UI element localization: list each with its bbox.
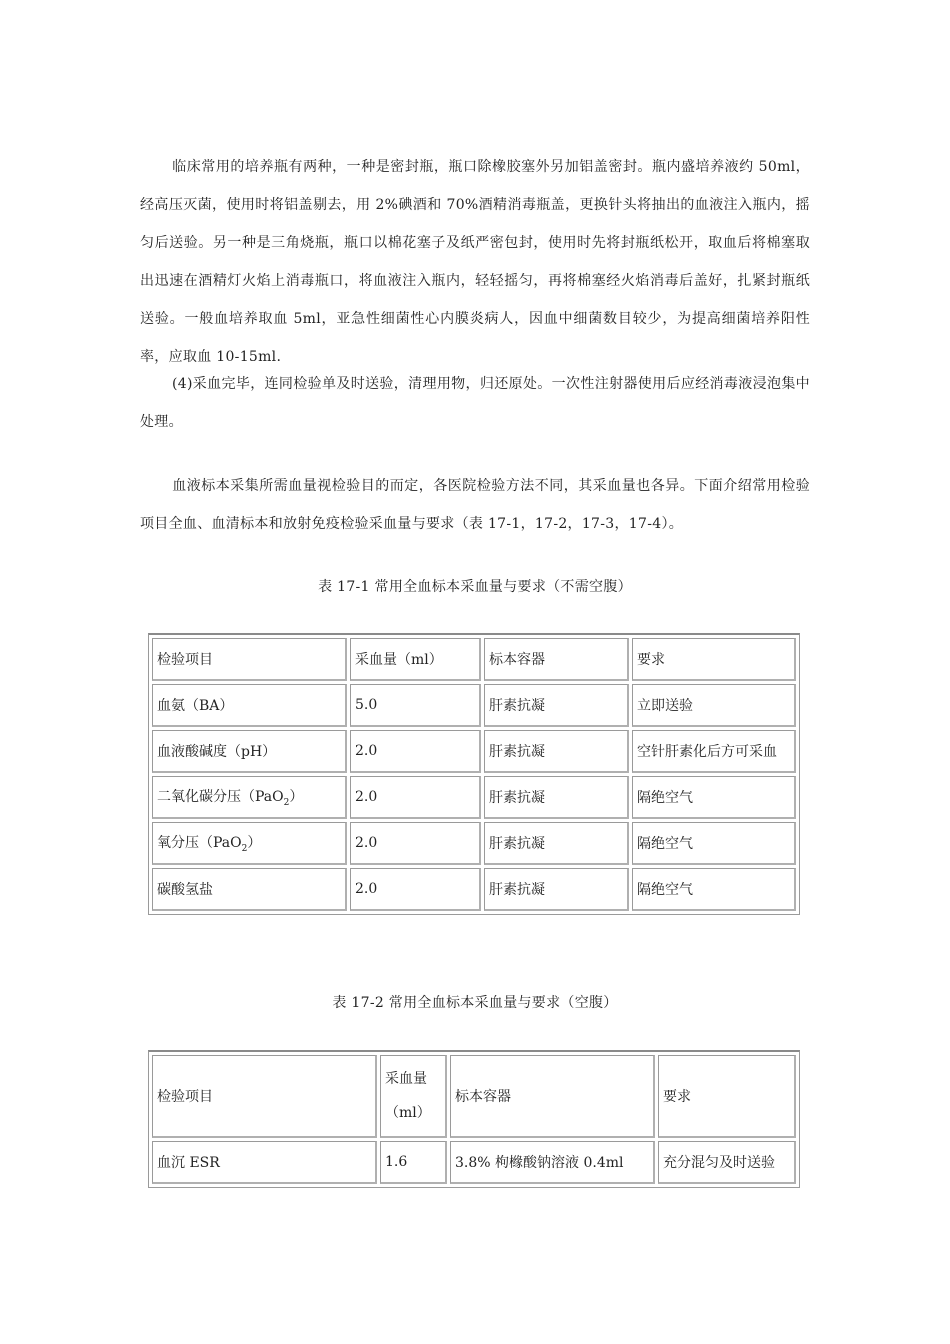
table-row <box>152 730 796 773</box>
paragraph-blood-volume: 血液标本采集所需血量视检验目的而定，各医院检验方法不同，其采血量也各异。下面介绍常用检验项目全血、血清标本和放射免疫检验采血量与要求（表 17-1，17-2，17-3，17-4）。 <box>140 478 810 532</box>
table-row <box>152 822 796 865</box>
table-cell: 2.0 <box>350 776 481 819</box>
table2-caption: 表 17-2 常用全血标本采血量与要求（空腹） <box>332 995 618 1011</box>
table-cell: 3.8% 枸橼酸钠溶液 0.4ml <box>450 1141 655 1184</box>
table-whole-blood-non-fasting <box>148 633 800 915</box>
header-cell: 要求 <box>658 1055 796 1138</box>
table-cell: 肝素抗凝 <box>484 684 629 727</box>
table-cell: 隔绝空气 <box>632 822 796 865</box>
header-cell: 采血量 （ml） <box>380 1055 447 1138</box>
table-cell: 隔绝空气 <box>632 868 796 911</box>
paragraph-culture-bottles: 临床常用的培养瓶有两种，一种是密封瓶，瓶口除橡胶塞外另加铝盖密封。瓶内盛培养液约 50ml，经高压灭菌，使用时将铝盖剔去，用 2%碘酒和 70%酒精消毒瓶盖，更换针头将抽出的血液注入瓶内，摇匀后送验。另一种是三角烧瓶，瓶口以棉花塞子及纸严密包封，使用时先将封瓶纸松开，取血后将棉塞取出迅速在酒精灯火焰上消毒瓶口，将血液注入瓶内，轻轻摇匀，再将棉塞经火焰消毒后盖好，扎紧封瓶纸送验。一般血培养取血 5ml，亚急性细菌性心内膜炎病人，因血中细菌数目较少，为提高细菌培养阳性率，应取血 10-15ml. <box>140 159 810 365</box>
header-cell: 采血量（ml） <box>350 638 481 681</box>
table-cell: 血氨（BA） <box>152 684 347 727</box>
table-row <box>152 684 796 727</box>
table-cell: 2.0 <box>350 822 481 865</box>
table-cell: 氧分压（PaO$_2$） <box>152 822 347 865</box>
table-cell: 空针肝素化后方可采血 <box>632 730 796 773</box>
table-cell: 碳酸氢盐 <box>152 868 347 911</box>
table-cell: 二氧化碳分压（PaO$_2$） <box>152 776 347 819</box>
header-cell: 要求 <box>632 638 796 681</box>
table-header-row <box>152 638 796 681</box>
table-cell: 肝素抗凝 <box>484 868 629 911</box>
table-header-row <box>152 1055 796 1138</box>
table-row <box>152 1141 796 1184</box>
header-cell: 检验项目 <box>152 638 347 681</box>
table-cell: 隔绝空气 <box>632 776 796 819</box>
table1-caption: 表 17-1 常用全血标本采血量与要求（不需空腹） <box>318 579 632 595</box>
table-cell: 充分混匀及时送验 <box>658 1141 796 1184</box>
table-cell: 1.6 <box>380 1141 447 1184</box>
table-cell: 5.0 <box>350 684 481 727</box>
header-cell: 检验项目 <box>152 1055 377 1138</box>
paragraph-after-collection: (4)采血完毕，连同检验单及时送验，清理用物，归还原处。一次性注射器使用后应经消毒液浸泡集中处理。 <box>140 376 810 430</box>
table-cell: 肝素抗凝 <box>484 776 629 819</box>
table-row <box>152 776 796 819</box>
header-cell: 标本容器 <box>484 638 629 681</box>
table-cell: 肝素抗凝 <box>484 822 629 865</box>
table-cell: 立即送验 <box>632 684 796 727</box>
table-whole-blood-fasting <box>148 1050 800 1188</box>
header-cell: 标本容器 <box>450 1055 655 1138</box>
table-cell: 血沉 ESR <box>152 1141 377 1184</box>
table-cell: 2.0 <box>350 730 481 773</box>
table-row <box>152 868 796 911</box>
table-cell: 肝素抗凝 <box>484 730 629 773</box>
table-cell: 血液酸碱度（pH） <box>152 730 347 773</box>
table-cell: 2.0 <box>350 868 481 911</box>
